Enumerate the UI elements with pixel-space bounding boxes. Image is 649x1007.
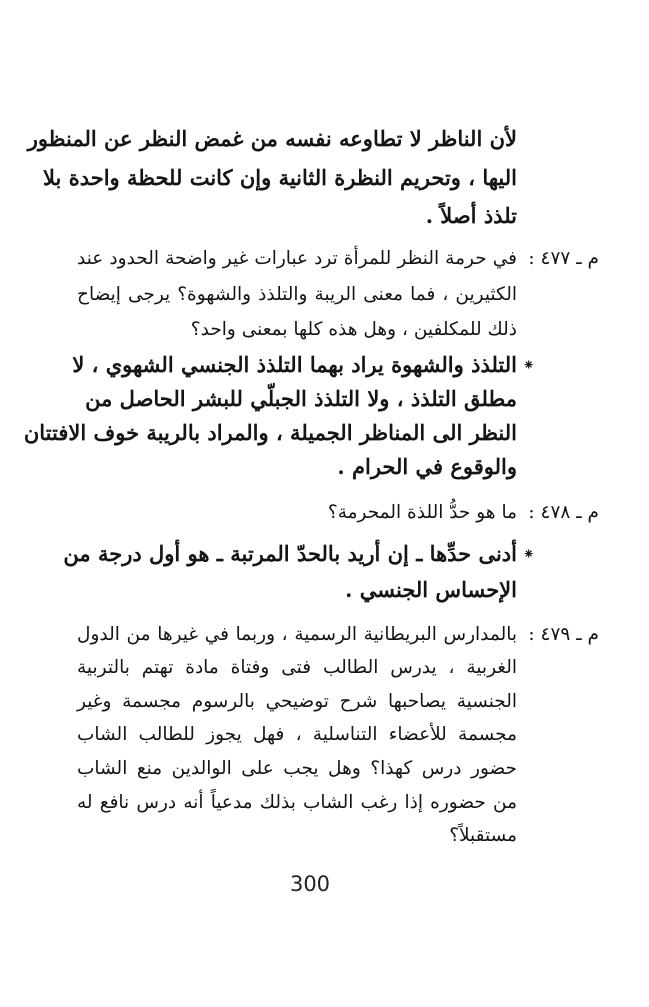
question-line: بالمدارس البريطانية الرسمية ، وربما في غيرها من الدول (77, 624, 517, 645)
question-number: م ـ ٤٧٨ : (528, 502, 599, 523)
question-line: ذلك للمكلفين ، وهل هذه كلها بمعنى واحد؟ (190, 319, 517, 340)
answer-line: أدنى حدِّها ـ إن أريد بالحدّ المرتبة ـ هو أول درجة من (63, 541, 517, 566)
answer-line: النظر الى المناظر الجميلة ، والمراد بالريبة خوف الافتتان (23, 420, 517, 445)
answer-marker: ⁕ (522, 545, 535, 563)
answer-line: الإحساس الجنسي . (345, 577, 517, 602)
answer-line: لأن الناظر لا تطاوعه نفسه من غمض النظر عن المنظور (27, 126, 517, 151)
answer-line: التلذذ والشهوة يراد بهما التلذذ الجنسي الشهوي ، لا (72, 352, 517, 377)
question-line: مجسمة للأعضاء التناسلية ، فهل يجوز للطالب الشاب (77, 724, 517, 745)
answer-line: والوقوع في الحرام . (337, 454, 517, 479)
question-line: ما هو حدُّ اللذة المحرمة؟ (327, 502, 517, 523)
question-number: م ـ ٤٧٧ : (528, 248, 599, 269)
question-line: مستقبلاً؟ (449, 825, 517, 846)
answer-line: تلذذ أصلاً . (425, 203, 517, 228)
question-number: م ـ ٤٧٩ : (528, 624, 599, 645)
question-line: الكثيرين ، فما معنى الريبة والتلذذ والشهوة؟ يرجى إيضاح (77, 284, 517, 305)
question-line: حضور درس كهذا؟ وهل يجب على الوالدين منع الشاب (77, 758, 517, 779)
question-line: الجنسية يصاحبها شرح توضيحي بالرسوم مجسمة وغير (77, 691, 517, 712)
answer-line: اليها ، وتحريم النظرة الثانية وإن كانت للحظة واحدة بلا (43, 165, 517, 190)
answer-marker: ⁕ (522, 356, 535, 374)
page-number: 300 (289, 872, 331, 896)
question-line: الغربية ، يدرس الطالب فتى وفتاة مادة تهتم بالتربية (77, 657, 517, 678)
question-line: من حضوره إذا رغب الشاب بذلك مدعياً أنه درس نافع له (77, 792, 517, 813)
answer-line: مطلق التلذذ ، ولا التلذذ الجبلّي للبشر الحاصل من (85, 386, 517, 411)
question-line: في حرمة النظر للمرأة ترد عبارات غير واضحة الحدود عند (77, 248, 517, 269)
